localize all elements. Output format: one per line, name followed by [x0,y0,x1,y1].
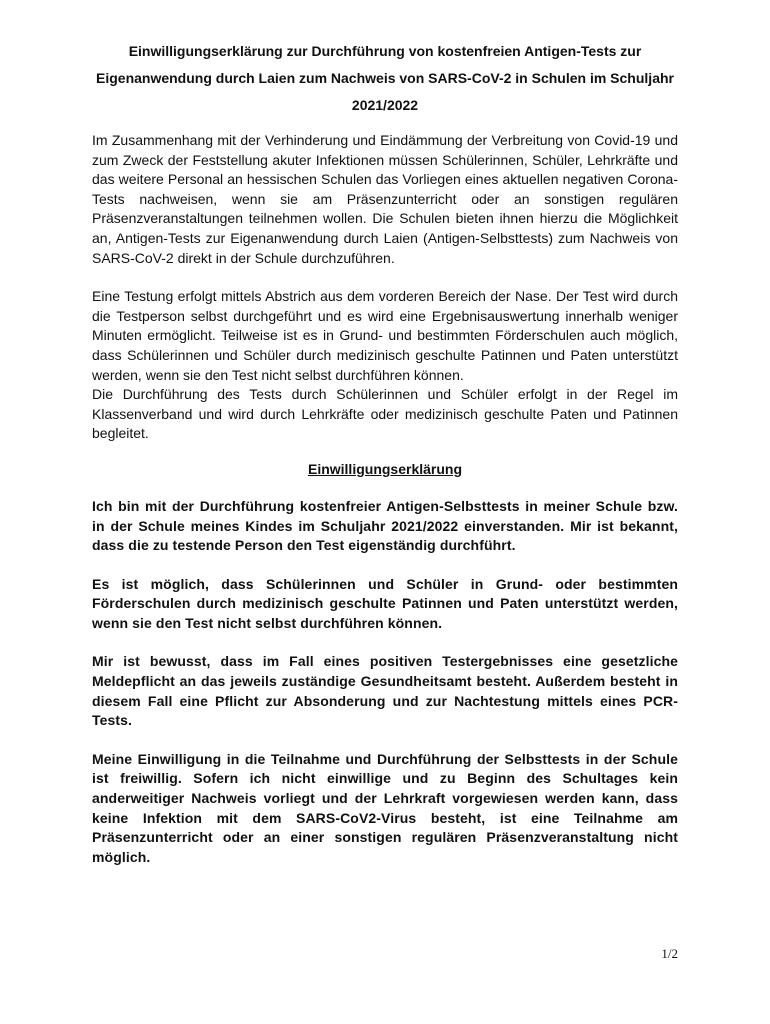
consent-paragraph-1: Ich bin mit der Durchführung kostenfreier Antigen-Selbsttests in meiner Schule bzw. in der Schule meines Kindes im Schuljahr 2021/2022 einverstanden. Mir ist bekannt, dass die zu testende Person den Test eigenständig durchführt. [92,497,678,554]
intro-paragraph-2: Eine Testung erfolgt mittels Abstrich aus dem vorderen Bereich der Nase. Der Test wird durch die Testperson selbst durchgeführt und es wird eine Ergebnisauswertung innerhalb weniger Minuten ermöglicht. Teilweise ist es in Grund- und bestimmten Förderschulen auch möglich, dass Schülerinnen und Schüler durch medizinisch geschulte Patinnen und Paten unterstützt werden, wenn sie den Test nicht selbst durchführen können. [92,288,678,383]
intro-paragraph-1: Im Zusammenhang mit der Verhinderung und Eindämmung der Verbreitung von Covid-19 und zum Zweck der Feststellung akuter Infektionen müssen Schülerinnen, Schüler, Lehrkräfte und das weitere Personal an hessischen Schulen das Vorliegen eines aktuellen negativen Corona- Tests nachweisen, wenn sie am Präsenzunterricht oder an sonstigen regulären Präsenzveranstaltungen teilnehmen wollen. Die Schulen bieten ihnen hierzu die Möglichkeit an, Antigen-Tests zur Eigenanwendung durch Laien (Antigen-Selbsttests) zum Nachweis von SARS-CoV-2 direkt in der Schule durchzuführen. [92,132,678,266]
consent-paragraph-2: Es ist möglich, dass Schülerinnen und Schüler in Grund- oder bestimmten Förderschulen durch medizinisch geschulte Patinnen und Paten unterstützt werden, wenn sie den Test nicht selbst durchführen können. [92,575,678,631]
page-number: 1/2 [661,946,678,961]
consent-paragraph-4: Meine Einwilligung in die Teilnahme und Durchführung der Selbsttests in der Schule ist freiwillig. Sofern ich nicht einwillige und zu Beginn des Schultages kein anderweitiger Nachweis vorliegt und der Lehrkraft vorgewiesen werden kann, dass keine Infektion mit dem SARS-CoV2-Virus besteht, ist eine Teilnahme am Präsenzunterricht oder an einer sonstigen regulären Präsenzveranstaltung nicht möglich. [92,750,678,865]
document-title: Einwilligungserklärung zur Durchführung von kostenfreien Antigen-Tests zur Eigenanwendung durch Laien zum Nachweis von SARS-CoV-2 in Schulen im Schuljahr 2021/2022 [96,43,674,113]
consent-heading: Einwilligungserklärung [307,460,463,477]
intro-paragraph-3: Die Durchführung des Tests durch Schülerinnen und Schüler erfolgt in der Regel im Klassenverband und wird durch Lehrkräfte oder medizinisch geschulte Paten und Patinnen begleitet. [92,386,678,442]
consent-paragraph-3: Mir ist bewusst, dass im Fall eines positiven Testergebnisses eine gesetzliche Meldepflicht an das jeweils zuständige Gesundheitsamt besteht. Außerdem besteht in diesem Fall eine Pflicht zur Absonderung und zur Nachtestung mittels eines PCR-Tests. [92,653,678,729]
